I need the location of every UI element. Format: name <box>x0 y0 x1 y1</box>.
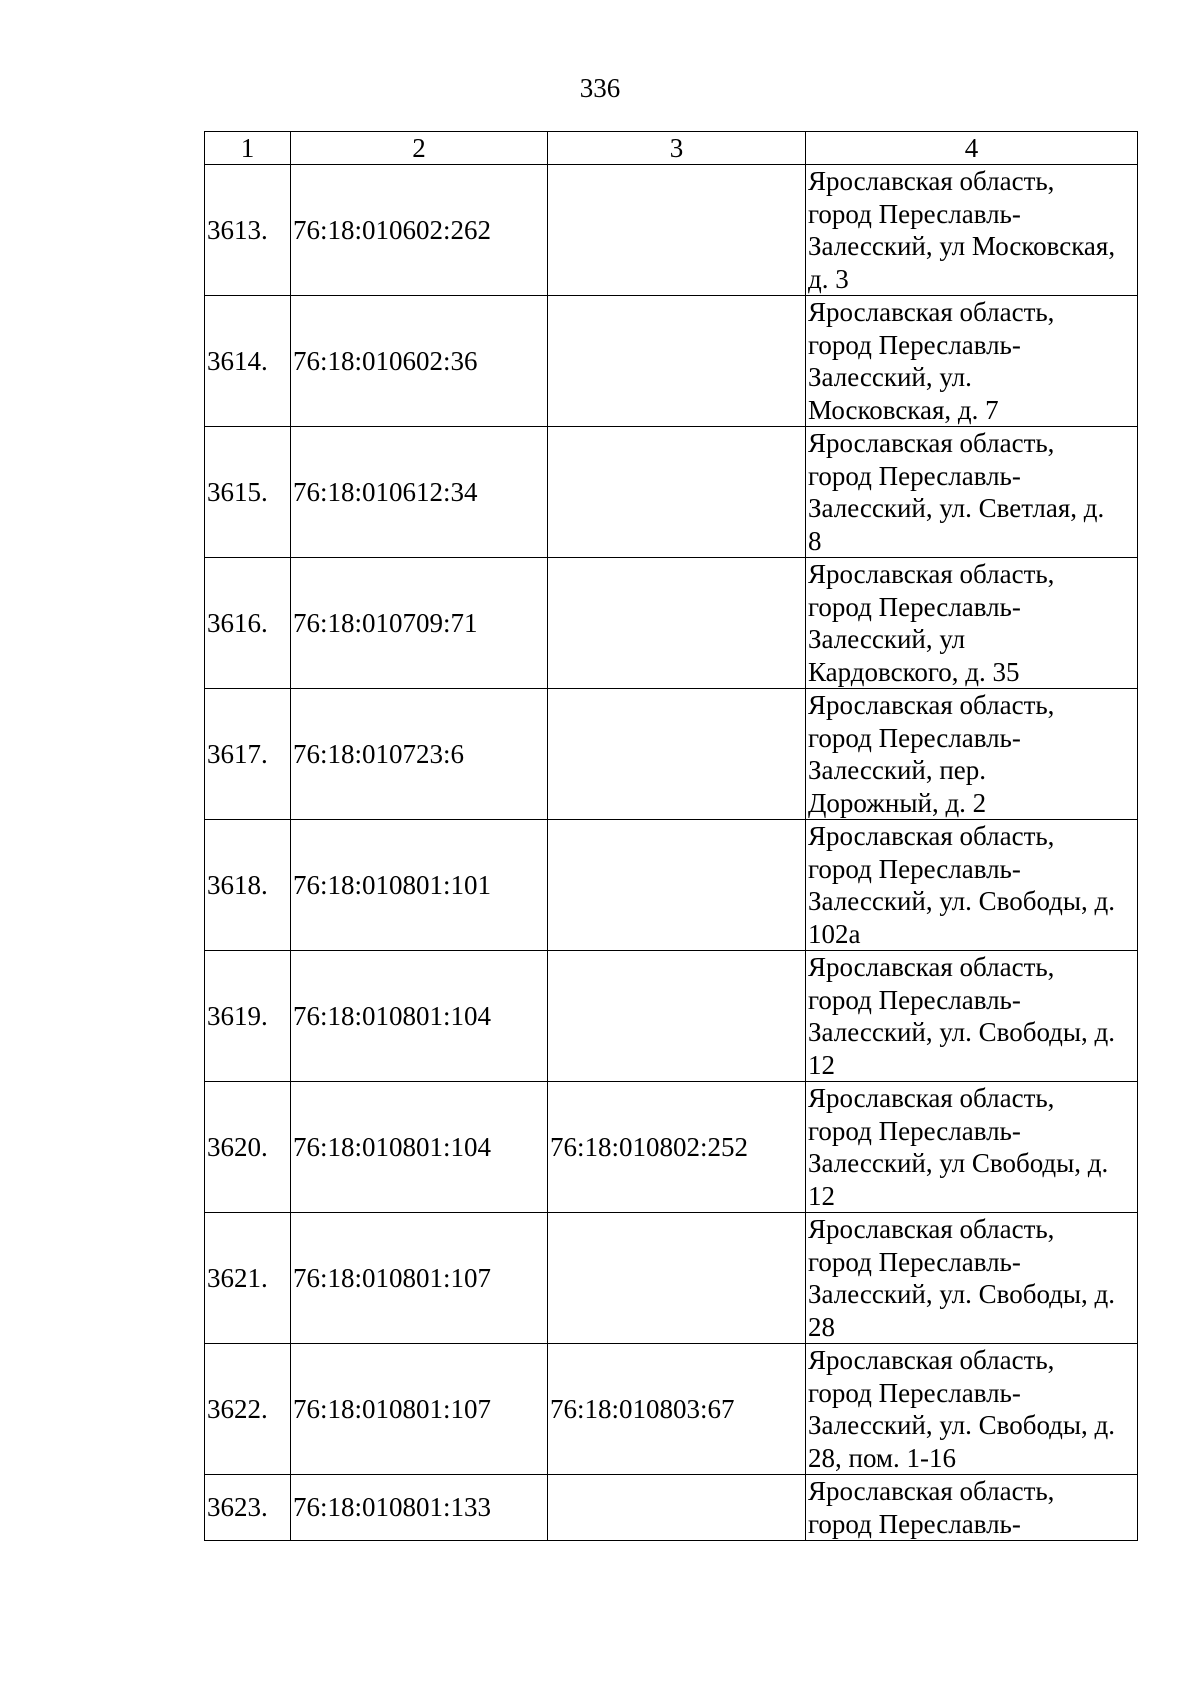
address-line: Залесский, ул <box>808 624 966 654</box>
address-line: Залесский, ул. Свободы, д. <box>808 1279 1116 1309</box>
related-cadastral-number <box>548 427 806 558</box>
address-line: город Переславль- <box>808 1377 1021 1408</box>
row-number: 3616. <box>205 558 291 689</box>
address <box>806 951 1138 1082</box>
header-row <box>205 132 1138 165</box>
related-cadastral-number <box>548 1213 806 1344</box>
related-cadastral-number <box>548 820 806 951</box>
address-line: Ярославская область, <box>808 1476 1055 1506</box>
row-number: 3618. <box>205 820 291 951</box>
address-line: город Переславль- <box>808 1246 1021 1277</box>
address-line: 102а <box>808 918 861 949</box>
address <box>806 165 1138 296</box>
cadastral-number: 76:18:010612:34 <box>291 427 548 558</box>
address <box>806 1082 1138 1213</box>
table-row <box>205 296 1138 427</box>
header-col-1: 1 <box>205 132 291 165</box>
table-body <box>205 165 1138 1541</box>
table-row <box>205 427 1138 558</box>
related-cadastral-number <box>548 689 806 820</box>
table-row <box>205 1213 1138 1344</box>
address <box>806 558 1138 689</box>
header-col-2: 2 <box>291 132 548 165</box>
address <box>806 820 1138 951</box>
address-line: город Переславль- <box>808 198 1021 229</box>
address <box>806 1475 1138 1541</box>
row-number: 3617. <box>205 689 291 820</box>
address <box>806 1213 1138 1344</box>
address-line: Ярославская область, <box>808 1214 1055 1244</box>
address-line: Ярославская область, <box>808 297 1055 327</box>
registry-table <box>204 131 1138 1541</box>
address-line: Кардовского, д. 35 <box>808 656 1020 687</box>
address-line: город Переславль- <box>808 329 1021 360</box>
row-number: 3622. <box>205 1344 291 1475</box>
address-line: город Переславль- <box>808 1115 1021 1146</box>
cadastral-number: 76:18:010801:104 <box>291 951 548 1082</box>
related-cadastral-number <box>548 296 806 427</box>
address <box>806 689 1138 820</box>
address-line: Ярославская область, <box>808 559 1055 589</box>
address-line: Залесский, пер. <box>808 755 987 785</box>
table-row <box>205 951 1138 1082</box>
cadastral-number: 76:18:010602:36 <box>291 296 548 427</box>
related-cadastral-number: 76:18:010802:252 <box>548 1082 806 1213</box>
address-line: город Переславль- <box>808 722 1021 753</box>
related-cadastral-number <box>548 165 806 296</box>
address-line: 28 <box>808 1311 835 1342</box>
header-col-4: 4 <box>806 132 1138 165</box>
table-row <box>205 1082 1138 1213</box>
address-line: Ярославская область, <box>808 690 1055 720</box>
address-line: Залесский, ул. Свободы, д. <box>808 1410 1116 1440</box>
address-line: Дорожный, д. 2 <box>808 787 987 818</box>
table-row <box>205 558 1138 689</box>
address-line: Московская, д. 7 <box>808 394 999 425</box>
address-line: 28, пом. 1-16 <box>808 1442 957 1473</box>
address-line: город Переславль- <box>808 1508 1021 1539</box>
row-number: 3620. <box>205 1082 291 1213</box>
address-line: Ярославская область, <box>808 821 1055 851</box>
table-header <box>205 132 1138 165</box>
row-number: 3623. <box>205 1475 291 1541</box>
table-row <box>205 820 1138 951</box>
address-line: Залесский, ул Свободы, д. <box>808 1148 1109 1178</box>
address-line: Ярославская область, <box>808 952 1055 982</box>
address-line: 12 <box>808 1049 835 1080</box>
related-cadastral-number: 76:18:010803:67 <box>548 1344 806 1475</box>
cadastral-number: 76:18:010801:101 <box>291 820 548 951</box>
header-col-3: 3 <box>548 132 806 165</box>
address-line: Ярославская область, <box>808 1345 1055 1375</box>
table-row <box>205 1475 1138 1541</box>
page-number: 336 <box>579 73 621 103</box>
cadastral-number: 76:18:010602:262 <box>291 165 548 296</box>
row-number: 3613. <box>205 165 291 296</box>
row-number: 3615. <box>205 427 291 558</box>
address-line: Залесский, ул Московская, <box>808 231 1116 261</box>
address-line: Ярославская область, <box>808 428 1055 458</box>
address <box>806 1344 1138 1475</box>
address-line: город Переславль- <box>808 591 1021 622</box>
row-number: 3619. <box>205 951 291 1082</box>
address-line: город Переславль- <box>808 460 1021 491</box>
address-line: Ярославская область, <box>808 166 1055 196</box>
address-line: Залесский, ул. Свободы, д. <box>808 1017 1116 1047</box>
cadastral-number: 76:18:010801:104 <box>291 1082 548 1213</box>
address <box>806 296 1138 427</box>
address-line: Залесский, ул. <box>808 362 972 392</box>
address-line: город Переславль- <box>808 984 1021 1015</box>
related-cadastral-number <box>548 558 806 689</box>
cadastral-number: 76:18:010709:71 <box>291 558 548 689</box>
address-line: д. 3 <box>808 263 849 294</box>
address-line: Ярославская область, <box>808 1083 1055 1113</box>
cadastral-number: 76:18:010801:133 <box>291 1475 548 1541</box>
cadastral-number: 76:18:010801:107 <box>291 1213 548 1344</box>
address-line: 12 <box>808 1180 835 1211</box>
table-row <box>205 1344 1138 1475</box>
related-cadastral-number <box>548 1475 806 1541</box>
table-row <box>205 165 1138 296</box>
related-cadastral-number <box>548 951 806 1082</box>
cadastral-number: 76:18:010723:6 <box>291 689 548 820</box>
address-line: Залесский, ул. Светлая, д. <box>808 493 1105 523</box>
row-number: 3621. <box>205 1213 291 1344</box>
address <box>806 427 1138 558</box>
row-number: 3614. <box>205 296 291 427</box>
table-row <box>205 689 1138 820</box>
address-line: город Переславль- <box>808 853 1021 884</box>
cadastral-number: 76:18:010801:107 <box>291 1344 548 1475</box>
address-line: Залесский, ул. Свободы, д. <box>808 886 1116 916</box>
address-line: 8 <box>808 525 822 556</box>
